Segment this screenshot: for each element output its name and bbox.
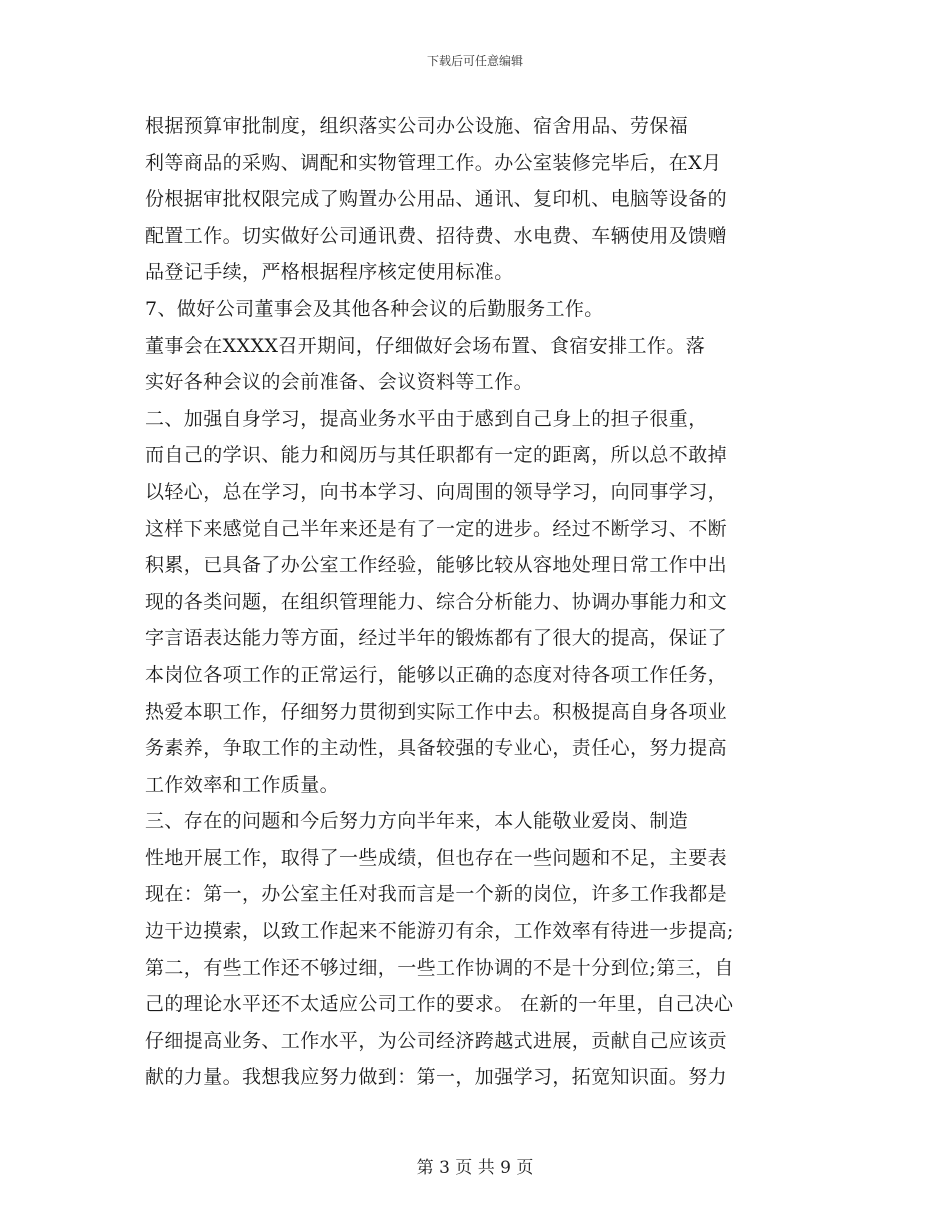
page-header-note: 下载后可任意编辑 — [426, 54, 523, 68]
body-line: 务素养，争取工作的主动性，具备较强的专业心，责任心，努力提高 — [145, 737, 728, 760]
body-line: 根据预算审批制度，组织落实公司办公设施、宿舍用品、劳保福 — [145, 115, 689, 137]
document-body — [145, 108, 805, 1096]
body-line: 这样下来感觉自己半年来还是有了一定的进步。经过不断学习、不断 — [145, 517, 728, 540]
body-line: 而自己的学识、能力和阅历与其任职都有一定的距离，所以总不敢掉 — [145, 444, 728, 467]
body-line: 边干边摸索，以致工作起来不能游刃有余，工作效率有待进一步提高; — [145, 920, 734, 943]
page-number-footer: 第 3 页 共 9 页 — [416, 1158, 534, 1178]
body-line: 7、做好公司董事会及其他各种会议的后勤服务工作。 — [145, 297, 604, 320]
body-line: 第二，有些工作还不够过细，一些工作协调的不是十分到位;第三，自 — [145, 956, 734, 979]
body-line: 份根据审批权限完成了购置办公用品、通讯、复印机、电脑等设备的 — [145, 188, 728, 211]
body-line: 仔细提高业务、工作水平，为公司经济跨越式进展，贡献自己应该贡 — [145, 1029, 728, 1052]
body-line: 利等商品的采购、调配和实物管理工作。办公室装修完毕后，在X月 — [145, 151, 722, 174]
body-line: 实好各种会议的会前准备、会议资料等工作。 — [145, 371, 534, 394]
body-line: 品登记手续，严格根据程序核定使用标准。 — [145, 261, 514, 284]
body-line: 工作效率和工作质量。 — [145, 773, 340, 796]
body-line: 己的理论水平还不太适应公司工作的要求。 在新的一年里，自己决心 — [145, 993, 734, 1016]
body-line: 以轻心，总在学习，向书本学习、向周围的领导学习，向同事学习， — [145, 480, 728, 503]
body-line: 配置工作。切实做好公司通讯费、招待费、水电费、车辆使用及馈赠 — [145, 224, 728, 247]
body-line: 献的力量。我想我应努力做到：第一，加强学习，拓宽知识面。努力 — [145, 1066, 728, 1089]
body-line: 字言语表达能力等方面，经过半年的锻炼都有了很大的提高，保证了 — [145, 627, 728, 650]
body-line: 热爱本职工作，仔细努力贯彻到实际工作中去。积极提高自身各项业 — [145, 700, 728, 723]
body-line: 现在：第一，办公室主任对我而言是一个新的岗位，许多工作我都是 — [145, 883, 728, 906]
body-line: 三、存在的问题和今后努力方向半年来，本人能敬业爱岗、制造 — [145, 810, 689, 833]
body-line: 性地开展工作，取得了一些成绩，但也存在一些问题和不足，主要表 — [145, 846, 728, 869]
body-line: 积累，已具备了办公室工作经验，能够比较从容地处理日常工作中出 — [145, 554, 728, 577]
body-line: 现的各类问题，在组织管理能力、综合分析能力、协调办事能力和文 — [145, 590, 728, 613]
body-line: 董事会在XXXX召开期间，仔细做好会场布置、食宿安排工作。落 — [145, 334, 706, 357]
body-line: 二、加强自身学习，提高业务水平由于感到自己身上的担子很重， — [145, 407, 708, 430]
body-line: 本岗位各项工作的正常运行，能够以正确的态度对待各项工作任务， — [145, 663, 728, 686]
